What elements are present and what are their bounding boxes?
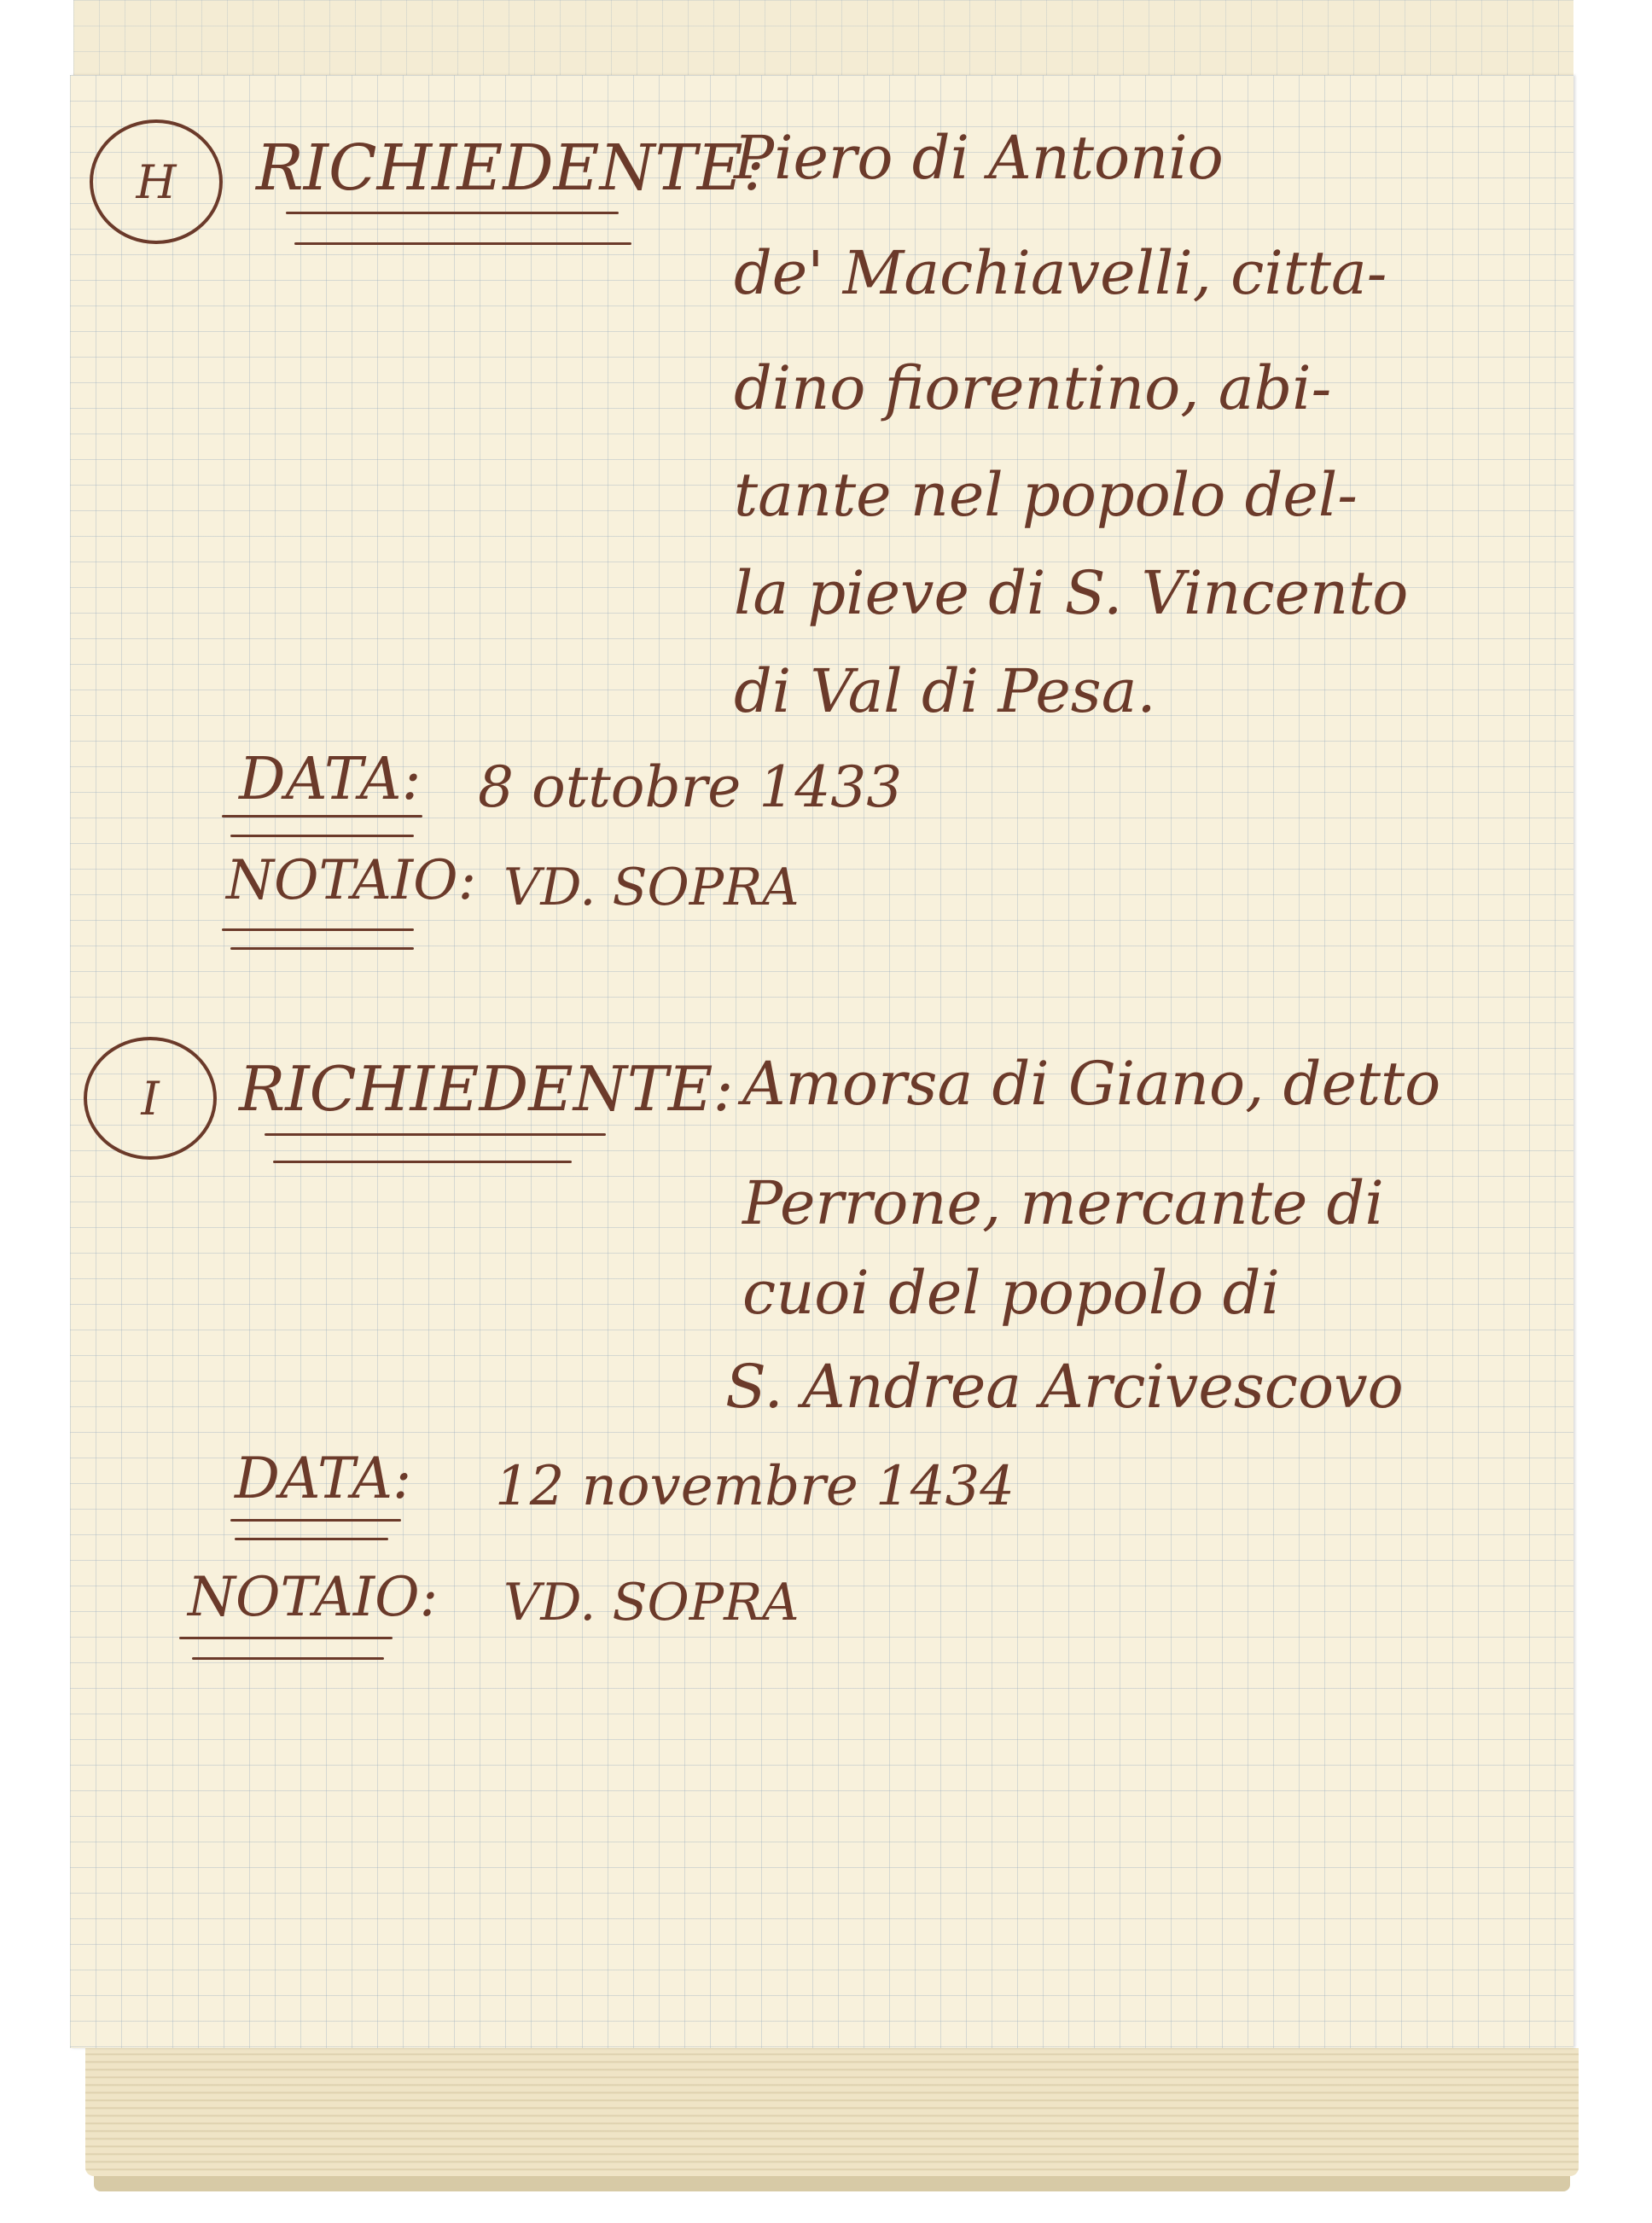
entry-number-circle (84, 1037, 217, 1160)
notary-value: VD. SOPRA (503, 1573, 800, 1632)
date-label: DATA: (239, 746, 422, 813)
notebook-page-edges (85, 2048, 1579, 2176)
entry-number: H (136, 154, 177, 209)
requester-text-line: Piero di Antonio (734, 123, 1224, 193)
requester-label: RICHIEDENTE: (256, 131, 765, 205)
label-underline (286, 212, 619, 214)
label-underline (235, 1538, 388, 1540)
requester-text-line: la pieve di S. Vincento (734, 558, 1409, 628)
entry-number-circle (90, 119, 223, 244)
requester-text-line: dino fiorentino, abi- (734, 353, 1332, 423)
requester-text-line: de' Machiavelli, citta- (734, 238, 1387, 308)
notebook-bottom-edge (94, 2176, 1570, 2191)
label-underline (273, 1161, 572, 1163)
label-underline (230, 947, 414, 950)
label-underline (294, 242, 631, 245)
requester-text-line: Perrone, mercante di (742, 1168, 1384, 1238)
notary-label: NOTAIO: (188, 1566, 439, 1629)
notary-label: NOTAIO: (226, 849, 477, 912)
requester-text-line: S. Andrea Arcivescovo (725, 1352, 1404, 1422)
date-value: 8 ottobre 1433 (478, 754, 903, 820)
notebook-top-strip (73, 0, 1573, 79)
requester-text-line: di Val di Pesa. (734, 656, 1156, 726)
label-underline (230, 1519, 401, 1522)
date-value: 12 novembre 1434 (495, 1455, 1015, 1518)
entry-number: I (141, 1071, 160, 1126)
label-underline (222, 815, 422, 818)
requester-text-line: tante nel popolo del- (734, 460, 1358, 530)
label-underline (192, 1657, 384, 1660)
label-underline (222, 928, 414, 931)
requester-text-line: Amorsa di Giano, detto (742, 1049, 1441, 1119)
requester-label: RICHIEDENTE: (239, 1053, 734, 1125)
requester-text-line: cuoi del popolo di (742, 1258, 1280, 1328)
label-underline (265, 1133, 606, 1136)
date-label: DATA: (235, 1446, 412, 1511)
notary-value: VD. SOPRA (503, 858, 800, 917)
label-underline (179, 1637, 393, 1639)
label-underline (230, 835, 414, 837)
